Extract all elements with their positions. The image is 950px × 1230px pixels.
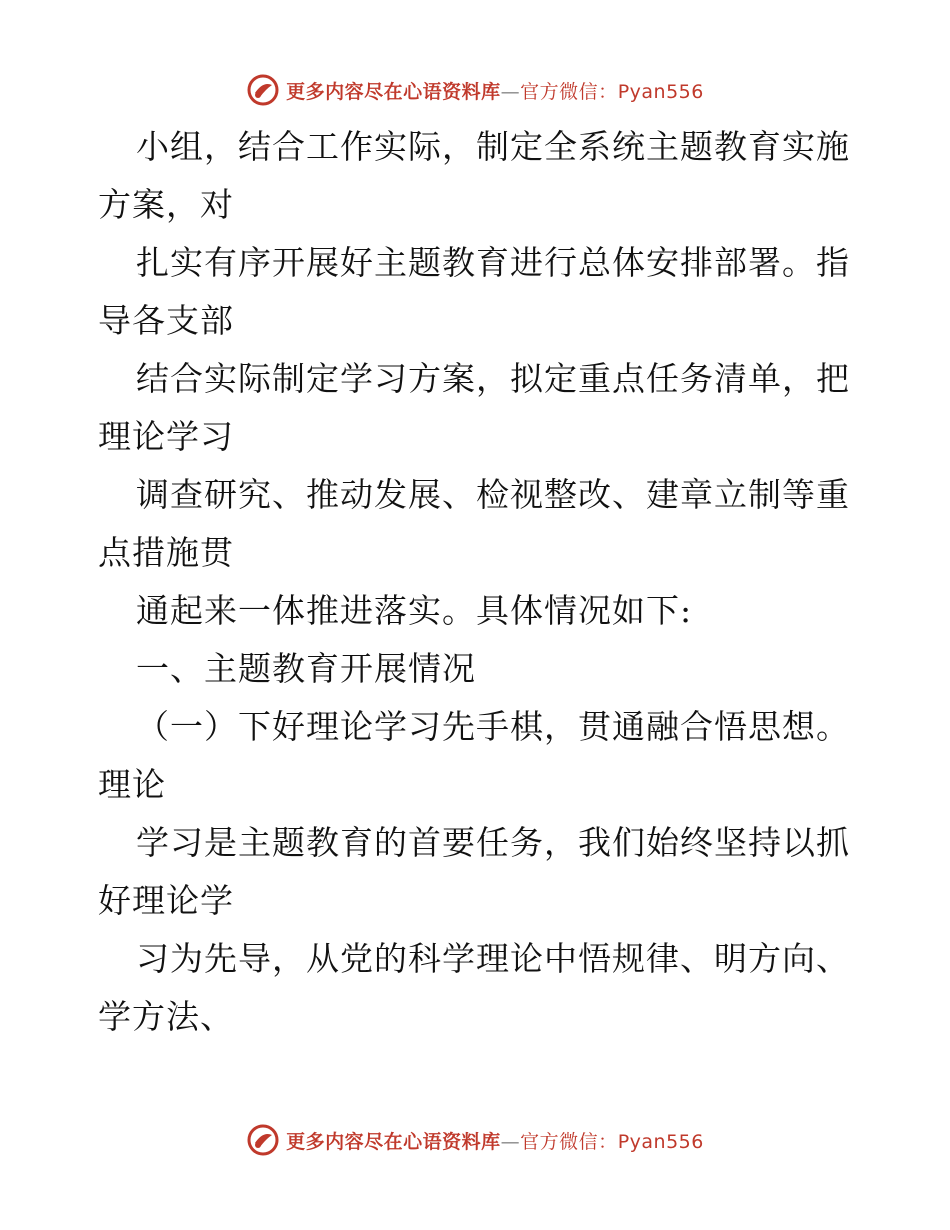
text-line: 学习是主题教育的首要任务，我们始终坚持以抓 xyxy=(136,823,850,862)
footer-brand-text: 更多内容尽在心语资料库 xyxy=(286,1130,501,1153)
header-watermark-text xyxy=(286,77,704,104)
text-line: 通起来一体推进落实。具体情况如下: xyxy=(136,591,693,630)
brand-logo-icon xyxy=(246,1123,280,1157)
text-line: 调查研究、推动发展、检视整改、建章立制等重 xyxy=(136,475,850,514)
text-line: 结合实际制定学习方案，拟定重点任务清单，把 xyxy=(136,359,850,398)
text-line: 导各支部 xyxy=(98,301,234,340)
text-line: 点措施贯 xyxy=(98,533,234,572)
section-heading: 一、主题教育开展情况 xyxy=(136,649,476,688)
header-watermark xyxy=(0,70,950,110)
header-separator: — xyxy=(500,80,521,103)
subsection-heading: （一）下好理论学习先手棋，贯通融合悟思想。 xyxy=(136,707,850,746)
footer-wechat-id: Pyan556 xyxy=(617,1130,704,1153)
document-body xyxy=(98,118,858,1046)
text-line: 好理论学 xyxy=(98,881,234,920)
text-line: 小组，结合工作实际，制定全系统主题教育实施 xyxy=(136,127,850,166)
text-line: 方案，对 xyxy=(98,185,234,224)
text-line: 理论学习 xyxy=(98,417,234,456)
header-wechat-label: 官方微信： xyxy=(520,80,618,103)
footer-watermark-text xyxy=(286,1127,704,1154)
text-line: 习为先导，从党的科学理论中悟规律、明方向、 xyxy=(136,939,850,978)
footer-wechat-label: 官方微信： xyxy=(520,1130,618,1153)
footer-separator: — xyxy=(500,1130,521,1153)
footer-watermark xyxy=(0,1120,950,1160)
header-brand-text: 更多内容尽在心语资料库 xyxy=(286,80,501,103)
text-line: 学方法、 xyxy=(98,997,234,1036)
header-wechat-id: Pyan556 xyxy=(617,80,704,103)
brand-logo-icon xyxy=(246,73,280,107)
text-line: 扎实有序开展好主题教育进行总体安排部署。指 xyxy=(136,243,850,282)
text-line: 理论 xyxy=(98,765,166,804)
